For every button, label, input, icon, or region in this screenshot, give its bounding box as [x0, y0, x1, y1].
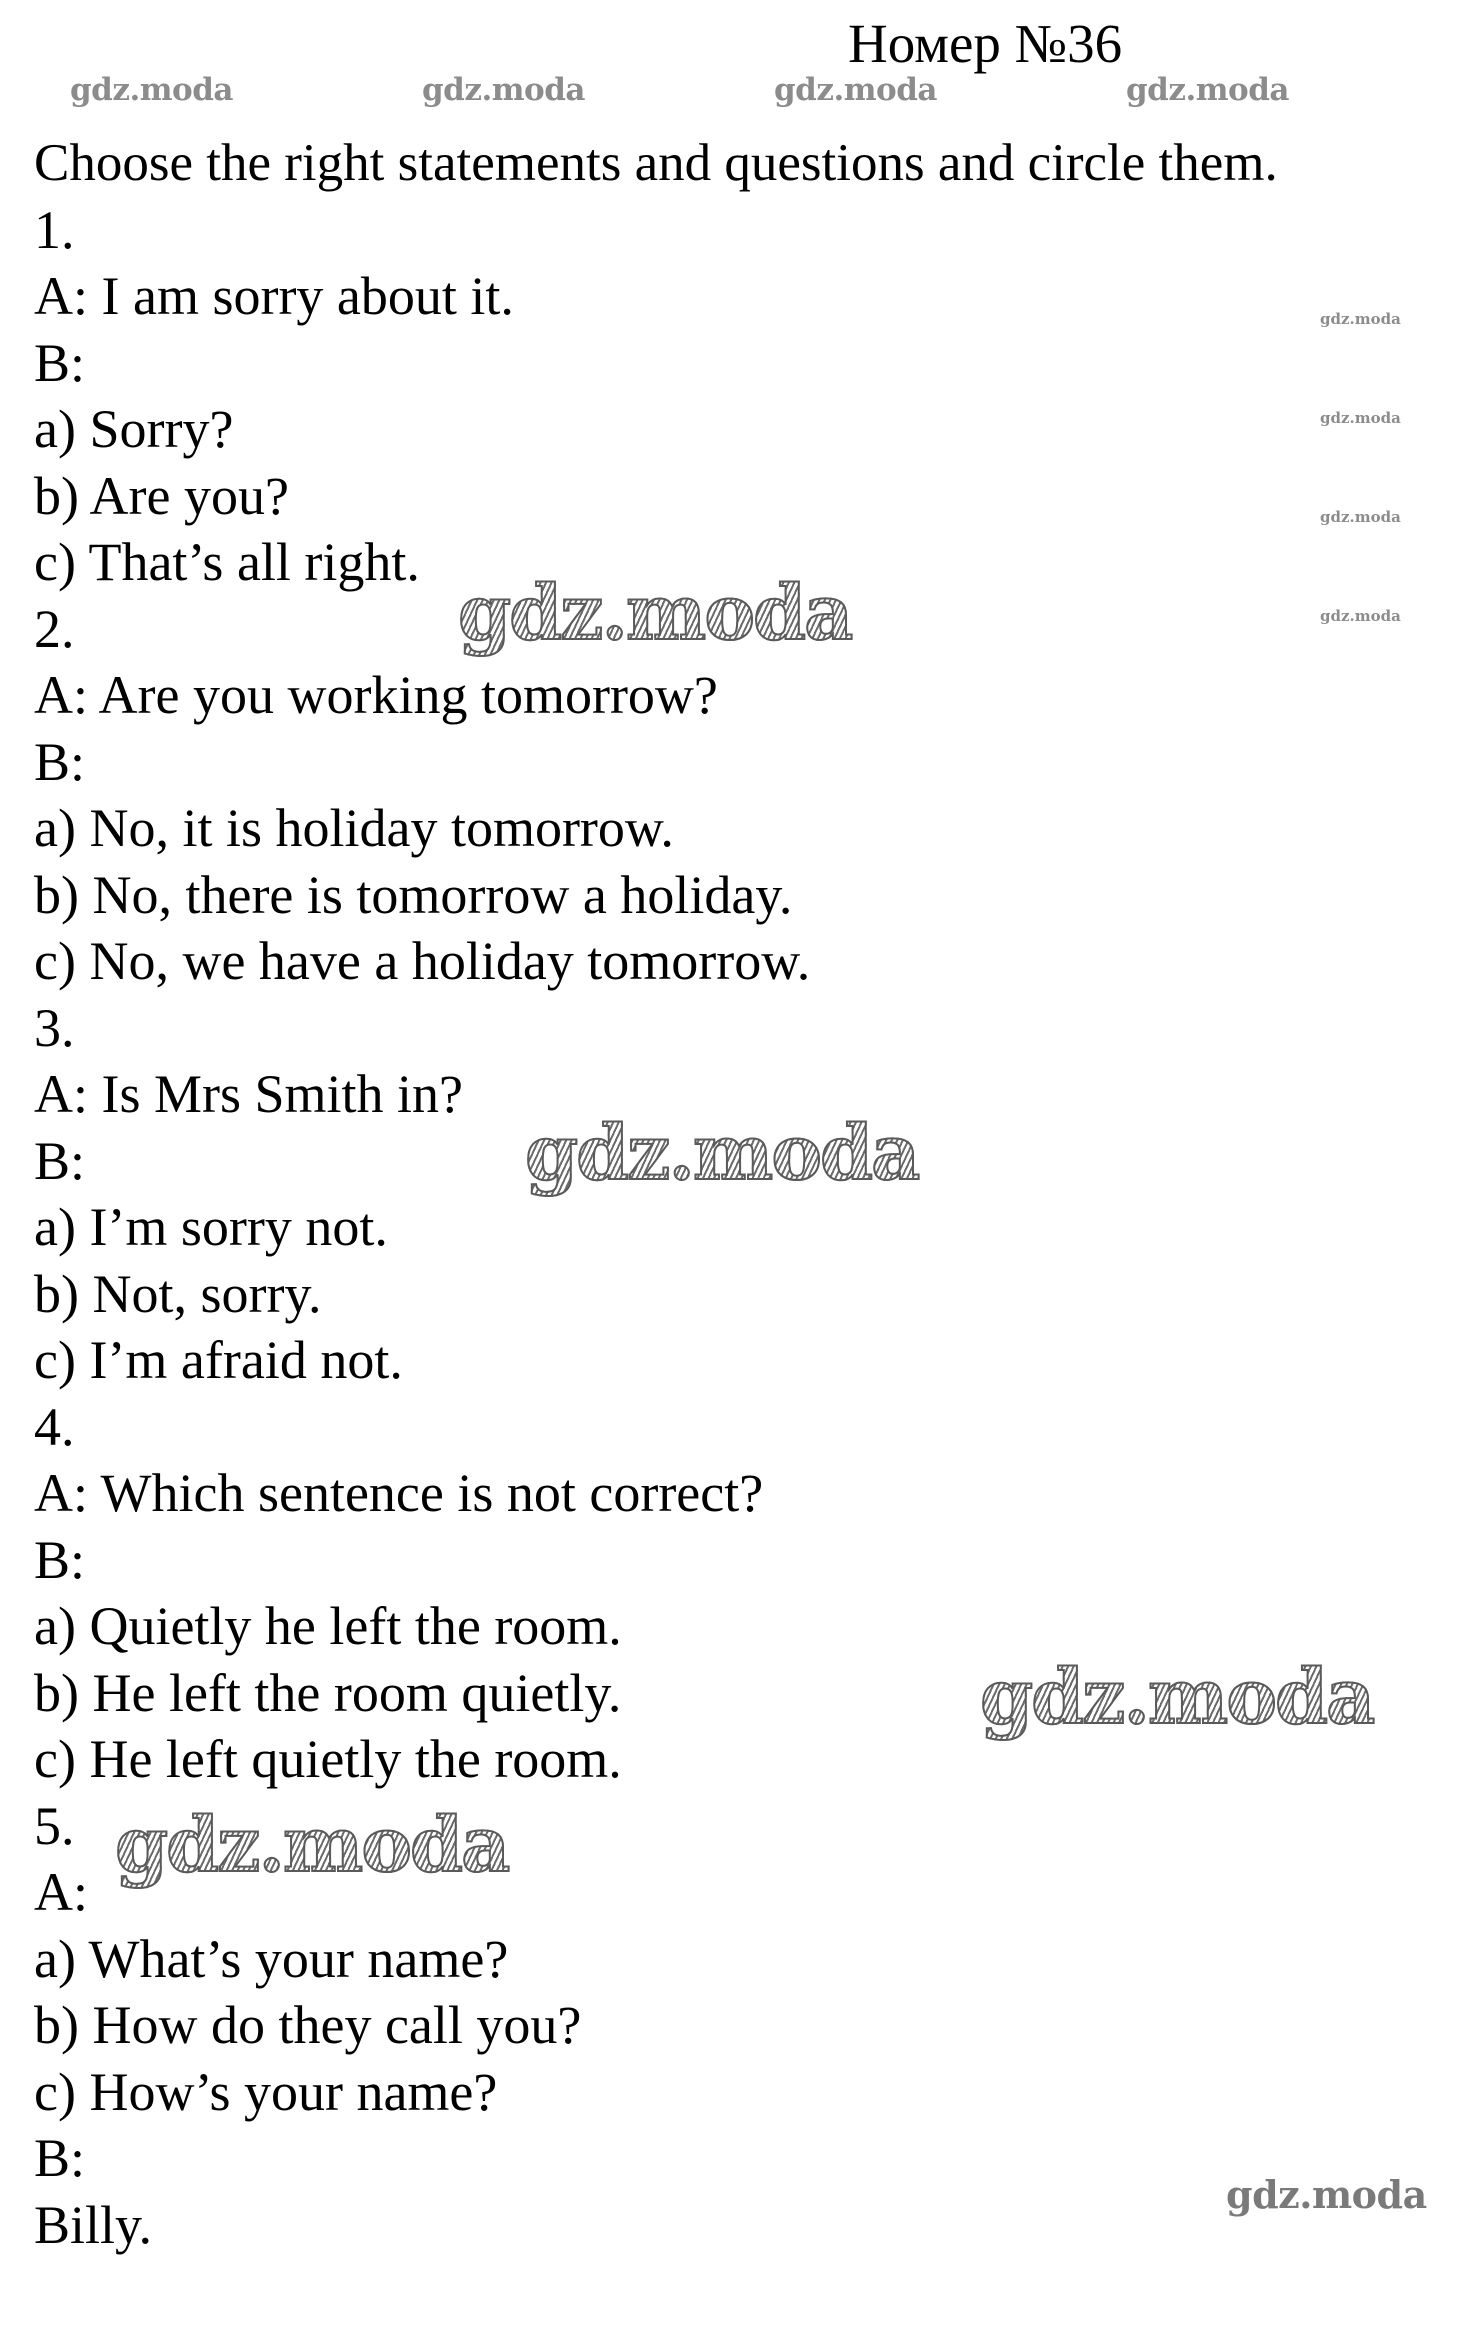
question-number: 1.: [34, 199, 75, 260]
question-number: 4.: [34, 1396, 75, 1457]
watermark-logo: gdz.moda: [1226, 2172, 1427, 2217]
dialogue-line: B:: [34, 2128, 86, 2188]
watermark-logo: gdz.moda: [70, 72, 233, 108]
answer-option: c) How’s your name?: [34, 2061, 498, 2122]
dialogue-line: A: I am sorry about it.: [34, 266, 514, 326]
question-number: 3.: [34, 997, 75, 1058]
answer-option: c) That’s all right.: [34, 532, 420, 592]
watermark-logo: gdz.moda: [525, 1108, 919, 1197]
dialogue-line: A: Are you working tomorrow?: [34, 665, 718, 725]
watermark-logo: gdz.moda: [115, 1800, 509, 1889]
answer-option: b) Not, sorry.: [34, 1263, 322, 1324]
dialogue-line: B:: [34, 1130, 86, 1191]
answer-option: b) Are you?: [34, 465, 289, 526]
answer-option: a) What’s your name?: [34, 1928, 509, 1989]
dialogue-line: A: Which sentence is not correct?: [34, 1463, 764, 1523]
dialogue-line: B:: [34, 332, 86, 393]
watermark-logo: gdz.moda: [422, 72, 585, 108]
watermark-logo: gdz.moda: [774, 72, 937, 108]
answer-option: c) I’m afraid not.: [34, 1330, 403, 1390]
instruction-line: Choose the right statements and questions and circle them.: [34, 134, 1278, 192]
dialogue-line: B:: [34, 1529, 86, 1590]
answer-option: a) Quietly he left the room.: [34, 1596, 622, 1656]
watermark-logo: gdz.moda: [1320, 409, 1401, 427]
page-title: Номер №36: [848, 13, 1123, 74]
dialogue-line: B:: [34, 731, 86, 792]
watermark-logo: gdz.moda: [1320, 607, 1401, 625]
watermark-logo: gdz.moda: [1320, 310, 1401, 328]
answer-option: a) Sorry?: [34, 399, 234, 459]
answer-option: b) No, there is tomorrow a holiday.: [34, 864, 793, 925]
answer-option: b) He left the room quietly.: [34, 1662, 622, 1723]
watermark-logo: gdz.moda: [980, 1652, 1374, 1741]
dialogue-line: Billy.: [34, 2194, 153, 2255]
answer-option: a) I’m sorry not.: [34, 1197, 388, 1257]
dialogue-line: A:: [34, 1862, 88, 1922]
answer-option: a) No, it is holiday tomorrow.: [34, 798, 674, 858]
watermark-logo: gdz.moda: [1126, 72, 1289, 108]
question-number: 2.: [34, 598, 75, 659]
question-number: 5.: [34, 1795, 75, 1856]
dialogue-line: A: Is Mrs Smith in?: [34, 1064, 464, 1124]
watermark-logo: gdz.moda: [1320, 508, 1401, 526]
answer-option: c) No, we have a holiday tomorrow.: [34, 931, 811, 991]
answer-option: b) How do they call you?: [34, 1995, 582, 2055]
answer-option: c) He left quietly the room.: [34, 1729, 622, 1789]
watermark-logo: gdz.moda: [458, 568, 852, 657]
